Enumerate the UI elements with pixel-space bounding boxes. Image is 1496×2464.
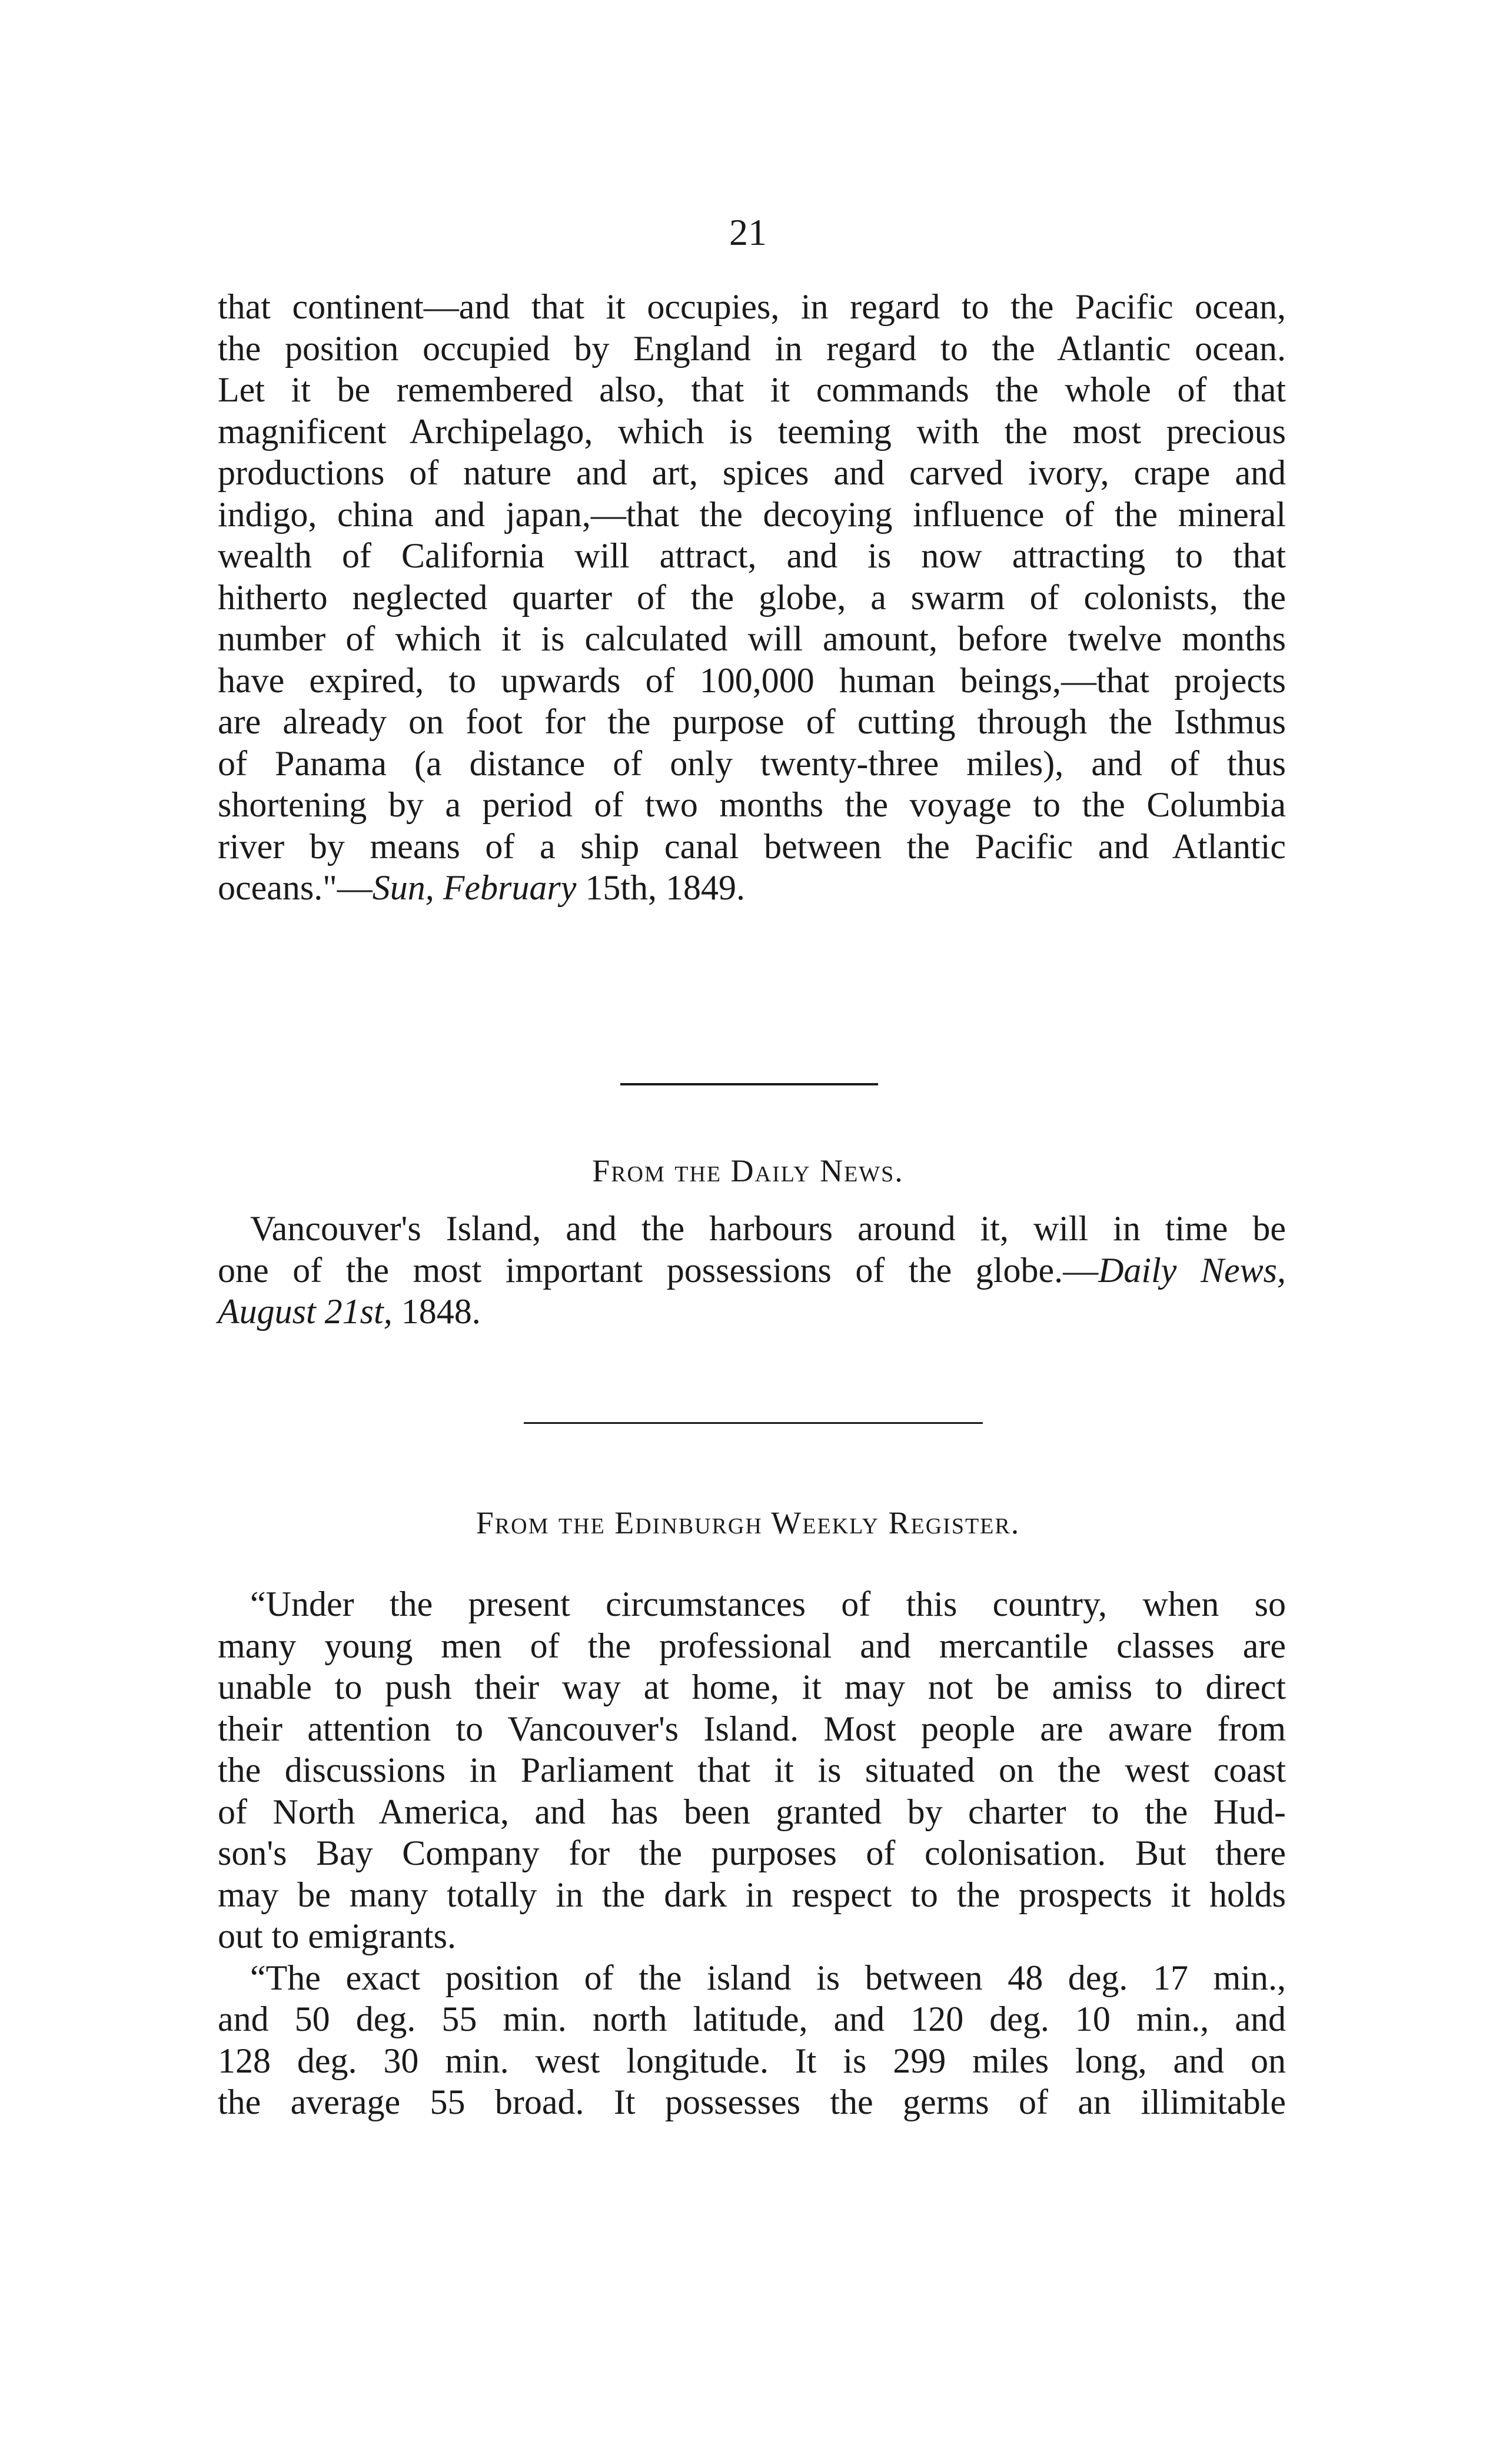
text-line: wealth of California will attract, and is now attracting to that	[218, 536, 1286, 575]
section-divider	[620, 1083, 878, 1085]
text-line: hitherto neglected quarter of the globe, a swarm of colonists, the	[218, 577, 1286, 617]
citation-line	[218, 867, 1286, 909]
citation-source: Daily News,	[1098, 1250, 1286, 1290]
citation-date: 15th, 1849.	[576, 868, 746, 907]
daily-news-heading: From the Daily News.	[592, 1153, 904, 1188]
text-line: 128 deg. 30 min. west longitude. It is 299 miles long, and on	[218, 2041, 1286, 2080]
page-number: 21	[729, 211, 767, 253]
text-line: the discussions in Parliament that it is situated on the west coast	[218, 1751, 1286, 1789]
sun-excerpt	[218, 286, 1286, 909]
text-line: indigo, china and japan,—that the decoying influence of the mineral	[218, 494, 1286, 534]
text-line: river by means of a ship canal between the Pacific and Atlantic	[218, 826, 1286, 866]
text-line: unable to push their way at home, it may not be amiss to direct	[218, 1668, 1286, 1706]
text-line: shortening by a period of two months the voyage to the Columbia	[218, 785, 1286, 824]
edinburgh-excerpt	[218, 1583, 1286, 2123]
section-divider	[524, 1422, 983, 1424]
text-line: out to emigrants.	[218, 1917, 456, 1955]
text-line: one of the most important possessions of the globe.—	[218, 1250, 1099, 1290]
edinburgh-heading: From the Edinburgh Weekly Register.	[476, 1505, 1020, 1540]
text-line: may be many totally in the dark in respect to the prospects it holds	[218, 1875, 1286, 1914]
citation-text: oceans."—	[218, 868, 373, 907]
citation-date-italic: August 21st,	[218, 1292, 393, 1331]
daily-news-excerpt	[218, 1208, 1286, 1333]
text-line: magnificent Archipelago, which is teeming with the most precious	[218, 411, 1286, 451]
text-line: son's Bay Company for the purposes of colonisation. But there	[218, 1834, 1286, 1872]
text-line: “The exact position of the island is between 48 deg. 17 min.,	[250, 1958, 1286, 1997]
text-line: number of which it is calculated will amount, before twelve months	[218, 619, 1286, 658]
text-line: “Under the present circumstances of this country, when so	[250, 1585, 1286, 1623]
citation-source: Sun, February	[372, 868, 577, 907]
text-line: have expired, to upwards of 100,000 human beings,—that projects	[218, 660, 1286, 700]
text-line: of Panama (a distance of only twenty-three miles), and of thus	[218, 743, 1286, 783]
text-line: the average 55 broad. It possesses the germs of an illimitable	[218, 2083, 1286, 2121]
text-line: productions of nature and art, spices and carved ivory, crape and	[218, 453, 1286, 492]
text-line: that continent—and that it occupies, in regard to the Pacific ocean,	[218, 287, 1286, 326]
citation-date: 1848.	[392, 1292, 481, 1331]
text-line: the position occupied by England in regard to the Atlantic ocean.	[218, 328, 1286, 368]
text-line: Vancouver's Island, and the harbours around it, will in time be	[250, 1209, 1286, 1248]
citation-line	[218, 1291, 1286, 1333]
citation-line	[218, 1250, 1286, 1291]
text-line: their attention to Vancouver's Island. Most people are aware from	[218, 1709, 1286, 1748]
text-line: of North America, and has been granted by charter to the Hud-	[218, 1792, 1286, 1831]
text-line: are already on foot for the purpose of cutting through the Isthmus	[218, 702, 1286, 741]
text-line: many young men of the professional and mercantile classes are	[218, 1626, 1286, 1665]
text-line: and 50 deg. 55 min. north latitude, and 120 deg. 10 min., and	[218, 2000, 1286, 2038]
text-line: Let it be remembered also, that it commands the whole of that	[218, 370, 1286, 409]
